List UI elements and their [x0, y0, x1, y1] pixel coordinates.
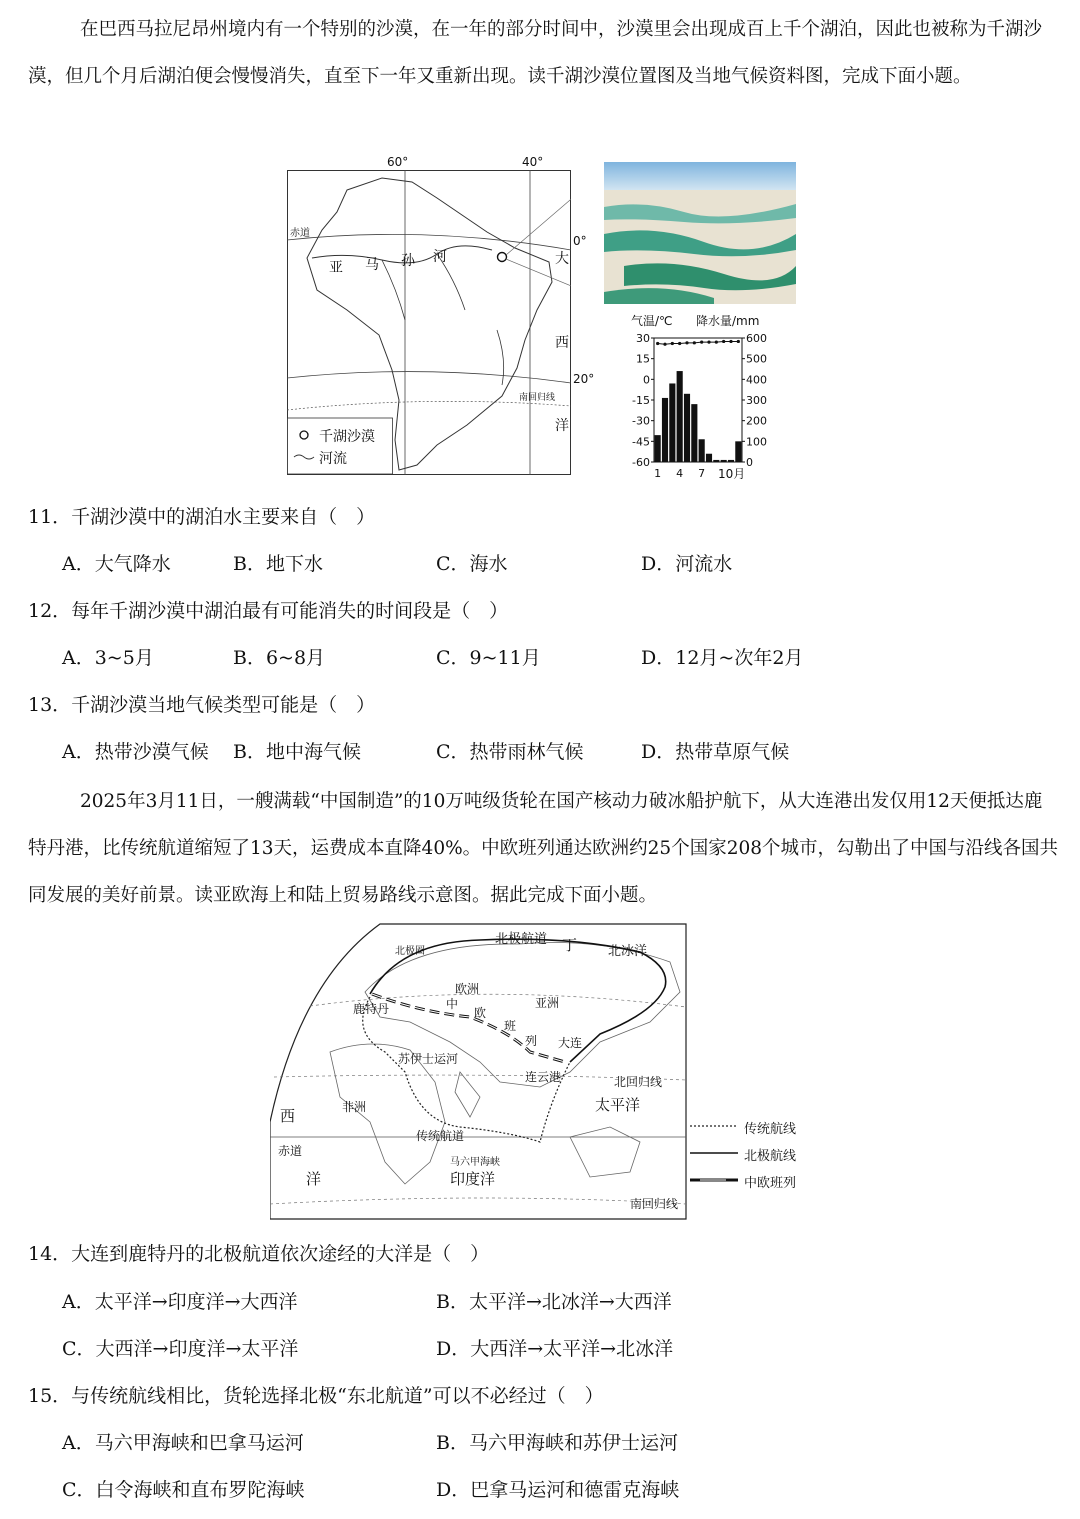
- lat-0-label: 0°: [573, 234, 587, 248]
- arctic-route-label: 北极航道: [495, 932, 548, 947]
- precip-bar: [662, 398, 668, 462]
- malacca-label: 马六甲海峡: [450, 1157, 500, 1168]
- amazon-char-3: 孙: [401, 253, 415, 269]
- rail-char-lie: 列: [525, 1034, 538, 1048]
- precip-bar: [669, 383, 675, 462]
- temp-point: [693, 341, 696, 344]
- precip-tick-label: 0: [746, 456, 753, 469]
- question-11: 11．千湖沙漠中的湖泊水主要来自（ ）: [28, 506, 376, 528]
- q15-option-b[interactable]: B．马六甲海峡和苏伊士运河: [436, 1432, 678, 1454]
- amazon-char-2: 马: [365, 257, 379, 273]
- q14-option-b[interactable]: B．太平洋→北冰洋→大西洋: [436, 1291, 672, 1313]
- temp-tick-label: -15: [632, 394, 650, 407]
- temp-tick-label: 30: [636, 332, 650, 345]
- temp-point: [700, 341, 703, 344]
- temp-point: [678, 342, 681, 345]
- q11-option-a[interactable]: A．大气降水: [62, 553, 171, 575]
- q13-option-d[interactable]: D．热带草原气候: [641, 741, 790, 763]
- lianyungang-label: 连云港: [525, 1070, 562, 1084]
- rail-char-zhong: 中: [446, 997, 459, 1011]
- traditional-route-label: 传统航道: [416, 1129, 465, 1143]
- climate-chart: [618, 310, 778, 485]
- precip-tick-label: 400: [746, 373, 767, 387]
- legend-traditional-label: 传统航线: [744, 1122, 797, 1137]
- legend-desert-label: 千湖沙漠: [319, 429, 375, 445]
- question-15: 15．与传统航线相比，货轮选择北极“东北航道”可以不必经过（ ）: [28, 1385, 604, 1407]
- q12-option-a[interactable]: A．3~5月: [62, 647, 154, 669]
- month-tick-label: 4: [676, 467, 684, 480]
- q15-option-d[interactable]: D．巴拿马运河和德雷克海峡: [436, 1479, 680, 1501]
- tropic-south-label-2: 南回归线: [630, 1197, 679, 1211]
- atlantic-char-yang: 洋: [306, 1170, 322, 1188]
- question-14: 14．大连到鹿特丹的北极航道依次途经的大洋是（ ）: [28, 1243, 490, 1265]
- intro-paragraph-2: 2025年3月11日，一艘满载“中国制造”的10万吨级货轮在国产核动力破冰船护航下，从大连港出发仅用12天便抵达鹿特丹港，比传统航道缩短了13天，运费成本直降40%。中欧班列通达欧洲约25个国家208个城市，勾勒出了中国与沿线各国共同发展的美好前景。读亚欧海上和陆上贸易路线示意图。据此完成下面小题。: [28, 791, 1059, 906]
- tropic-south-label: 南回归线: [519, 393, 556, 403]
- equator-label: 赤道: [290, 228, 310, 239]
- amazon-char-4: 河: [433, 249, 447, 265]
- eurasia-trade-map: [270, 922, 810, 1220]
- arctic-circle-label: 北极圈: [395, 946, 425, 957]
- tropic-north-label: 北回归线: [614, 1075, 663, 1089]
- temp-point: [715, 341, 718, 344]
- q14-option-d[interactable]: D．大西洋→太平洋→北冰洋: [436, 1338, 674, 1360]
- asia-label: 亚洲: [535, 996, 560, 1010]
- equator-label-2: 赤道: [278, 1144, 303, 1158]
- legend-rail-label: 中欧班列: [744, 1176, 797, 1191]
- rail-char-ban: 班: [504, 1019, 517, 1033]
- temp-point: [737, 340, 740, 343]
- desert-photo: [604, 162, 796, 304]
- temp-point: [656, 342, 659, 345]
- q13-option-c[interactable]: C．热带雨林气候: [436, 741, 584, 763]
- ocean-char-3: 洋: [555, 418, 569, 434]
- temp-point: [685, 341, 688, 344]
- south-america-map: [287, 155, 595, 475]
- q11-option-d[interactable]: D．河流水: [641, 553, 733, 575]
- legend-arctic-label: 北极航线: [744, 1149, 797, 1164]
- q11-option-c[interactable]: C．海水: [436, 553, 508, 575]
- indian-ocean-label: 印度洋: [450, 1170, 496, 1188]
- amazon-char-1: 亚: [329, 260, 343, 276]
- month-unit-label: 10月: [718, 467, 746, 481]
- precip-bar: [735, 441, 741, 462]
- temp-point: [707, 341, 710, 344]
- ocean-char-2: 西: [555, 335, 569, 351]
- precip-bar: [728, 460, 734, 462]
- atlantic-char-xi: 西: [280, 1107, 296, 1125]
- q15-option-a[interactable]: A．马六甲海峡和巴拿马运河: [62, 1432, 304, 1454]
- rotterdam-label: 鹿特丹: [353, 1002, 390, 1016]
- rail-char-ou: 欧: [474, 1006, 487, 1020]
- question-12: 12．每年千湖沙漠中湖泊最有可能消失的时间段是（ ）: [28, 600, 509, 622]
- europe-label: 欧洲: [455, 982, 480, 996]
- q15-option-c[interactable]: C．白令海峡和直布罗陀海峡: [62, 1479, 305, 1501]
- africa-label: 非洲: [342, 1100, 367, 1114]
- q13-option-a[interactable]: A．热带沙漠气候: [62, 741, 209, 763]
- precip-tick-label: 300: [746, 394, 767, 407]
- q11-option-b[interactable]: B．地下水: [233, 553, 323, 575]
- temp-point: [671, 342, 674, 345]
- legend-river-label: 河流: [319, 451, 347, 467]
- question-13: 13．千湖沙漠当地气候类型可能是（ ）: [28, 694, 376, 716]
- precip-tick-label: 600: [746, 332, 767, 345]
- precip-bar: [691, 404, 697, 462]
- lon-60-label: 60°: [387, 155, 409, 169]
- lat-20-label: 20°: [573, 372, 595, 386]
- ocean-char-1: 大: [555, 251, 569, 267]
- temp-point: [722, 340, 725, 343]
- q13-option-b[interactable]: B．地中海气候: [233, 741, 361, 763]
- temp-tick-label: -60: [632, 456, 650, 469]
- precip-bar: [677, 371, 683, 462]
- precip-bar: [706, 454, 712, 462]
- temp-tick-label: -45: [632, 435, 650, 449]
- q14-option-a[interactable]: A．太平洋→印度洋→大西洋: [62, 1291, 298, 1313]
- month-tick-label: 7: [698, 467, 706, 480]
- precip-bar: [655, 435, 661, 462]
- q12-option-c[interactable]: C．9~11月: [436, 647, 541, 669]
- precip-tick-label: 100: [746, 435, 767, 449]
- temp-point: [663, 343, 666, 346]
- precip-tick-label: 500: [746, 352, 767, 366]
- precip-tick-label: 200: [746, 414, 767, 428]
- arctic-ocean-label: 北冰洋: [608, 944, 648, 959]
- precip-bar: [699, 439, 705, 462]
- temp-tick-label: 15: [636, 352, 650, 366]
- intro-paragraph-1: 在巴西马拉尼昂州境内有一个特别的沙漠，在一年的部分时间中，沙漠里会出现成百上千个湖泊，因此也被称为千湖沙漠，但几个月后湖泊便会慢慢消失，直至下一年又重新出现。读千湖沙漠位置图及当地气候资料图，完成下面小题。: [28, 19, 1043, 87]
- legend-desert-icon: [300, 431, 308, 439]
- suez-label: 苏伊士运河: [398, 1052, 459, 1066]
- ding-label: 丁: [562, 936, 578, 954]
- q12-option-b[interactable]: B．6~8月: [233, 647, 326, 669]
- temp-axis-label: 气温/℃: [631, 314, 673, 328]
- precip-axis-label: 降水量/mm: [696, 314, 760, 328]
- lon-40-label: 40°: [522, 155, 544, 169]
- temp-tick-label: 0: [643, 373, 650, 387]
- precip-bar: [713, 460, 719, 462]
- q12-option-d[interactable]: D．12月~次年2月: [641, 647, 804, 669]
- precip-bar: [721, 460, 727, 462]
- month-tick-label: 1: [654, 467, 662, 480]
- pacific-label: 太平洋: [595, 1096, 641, 1114]
- desert-location-marker: [498, 253, 507, 262]
- dalian-label: 大连: [558, 1036, 583, 1050]
- q14-option-c[interactable]: C．大西洋→印度洋→太平洋: [62, 1338, 299, 1360]
- temp-point: [729, 340, 732, 343]
- temp-tick-label: -30: [632, 414, 650, 428]
- precip-bar: [684, 394, 690, 462]
